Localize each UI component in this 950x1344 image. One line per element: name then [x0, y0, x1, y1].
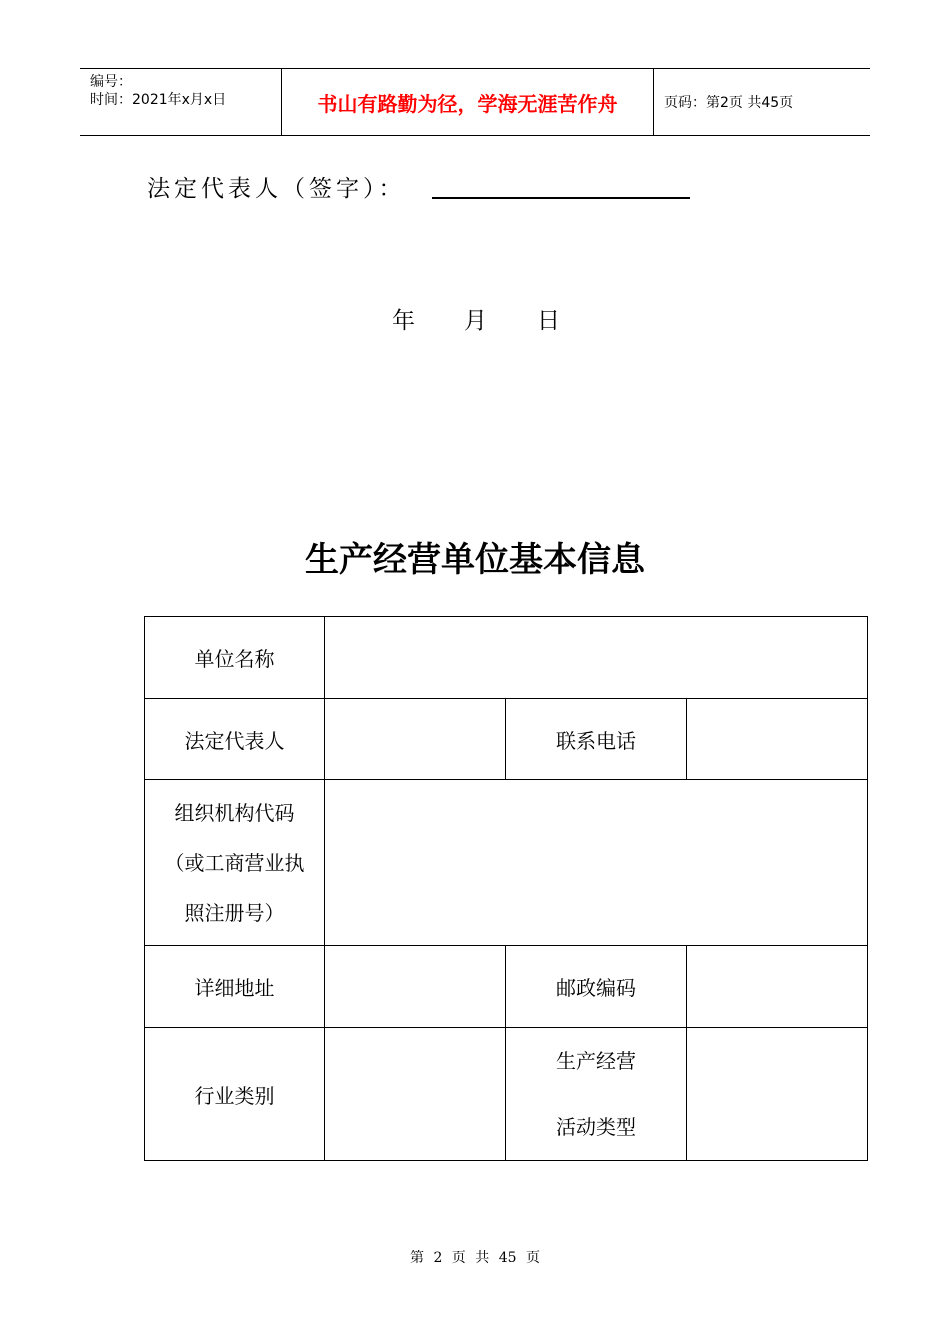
- postal-code-label: 邮政编码: [506, 946, 687, 1028]
- org-code-field[interactable]: [325, 780, 868, 946]
- header-meta: [80, 69, 282, 135]
- unit-name-label: 单位名称: [145, 617, 325, 699]
- activity-type-label-line: 活动类型: [556, 1115, 636, 1139]
- address-label: 详细地址: [145, 946, 325, 1028]
- signature-line: [432, 197, 690, 199]
- signature-label: 法定代表人（签字）：: [147, 176, 406, 202]
- section-title: 生产经营单位基本信息: [305, 540, 645, 580]
- activity-type-label: [506, 1028, 687, 1161]
- table-row: [145, 699, 868, 780]
- address-field[interactable]: [325, 946, 506, 1028]
- activity-type-field[interactable]: [687, 1028, 868, 1161]
- table-row: [145, 1028, 868, 1161]
- table-row: [145, 617, 868, 699]
- phone-label: 联系电话: [506, 699, 687, 780]
- table-row: [145, 780, 868, 946]
- page-header: [80, 68, 870, 136]
- header-page-label: 页码：第2页 共45页: [664, 95, 794, 111]
- industry-label: 行业类别: [145, 1028, 325, 1161]
- activity-type-label-line: 生产经营: [556, 1049, 636, 1073]
- org-code-label-line: 照注册号）: [184, 900, 285, 925]
- header-motto: 书山有路勤为径，学海无涯苦作舟: [282, 69, 654, 135]
- number-label: 编号：: [90, 74, 132, 90]
- date-month: 月: [464, 308, 487, 334]
- date-year: 年: [392, 308, 415, 334]
- time-label: 时间：2021年x月x日: [90, 92, 227, 108]
- org-code-label: [145, 780, 325, 946]
- info-table: [144, 616, 868, 1161]
- phone-field[interactable]: [687, 699, 868, 780]
- page-footer: 第 2 页 共 45 页: [410, 1250, 540, 1266]
- legal-rep-label: 法定代表人: [145, 699, 325, 780]
- unit-name-field[interactable]: [325, 617, 868, 699]
- date-day: 日: [537, 308, 560, 334]
- postal-code-field[interactable]: [687, 946, 868, 1028]
- industry-field[interactable]: [325, 1028, 506, 1161]
- org-code-label-line: 组织机构代码: [174, 800, 295, 825]
- table-row: [145, 946, 868, 1028]
- legal-rep-field[interactable]: [325, 699, 506, 780]
- org-code-label-line: （或工商营业执: [164, 850, 305, 875]
